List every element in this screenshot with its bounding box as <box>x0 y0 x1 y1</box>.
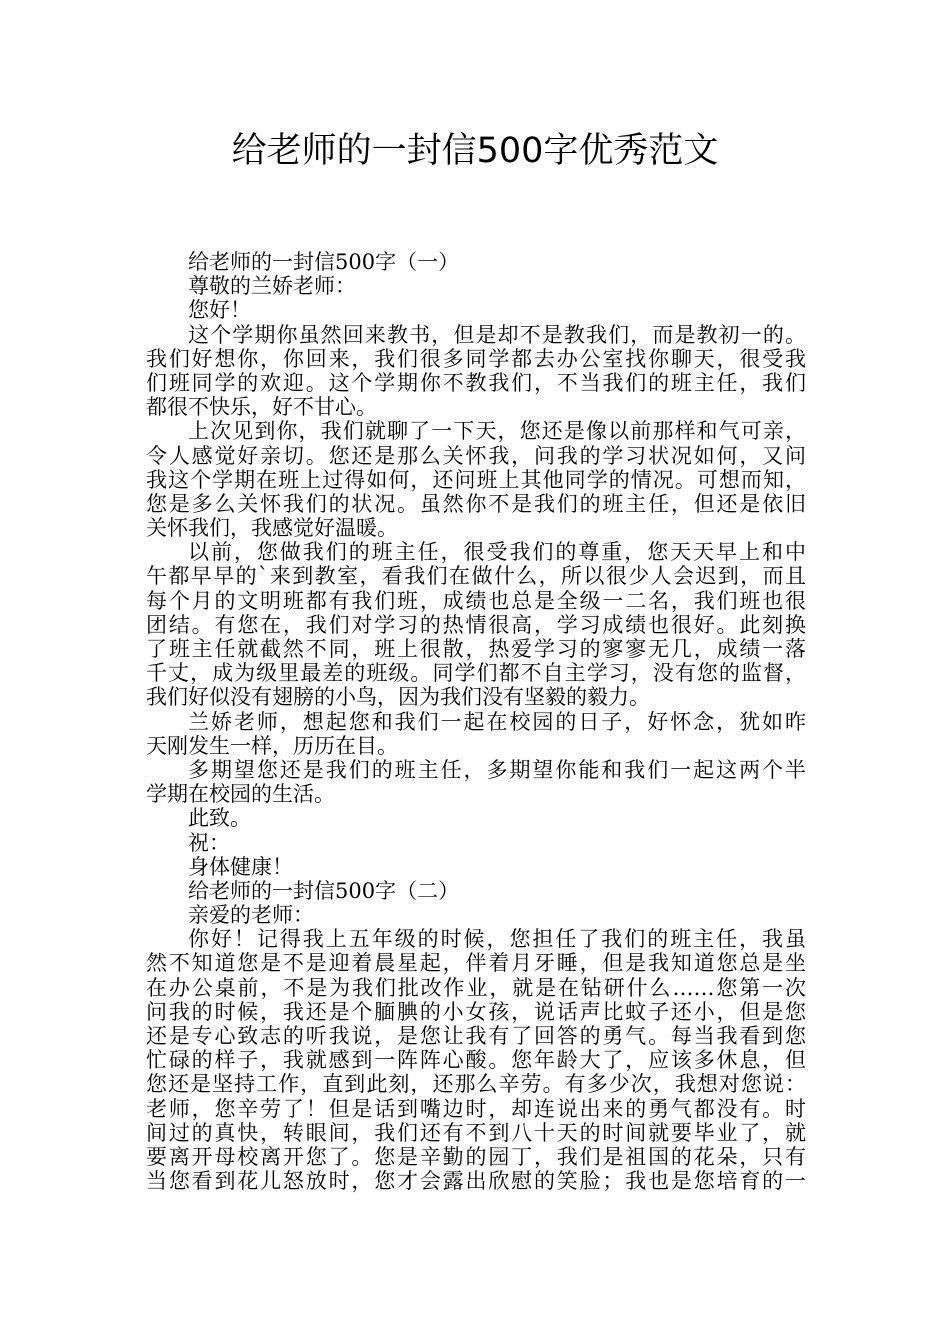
text-line: 忙碌的样子，我就感到一阵阵心酸。您年龄大了，应该多休息，但 <box>146 1048 806 1073</box>
text-line: 在办公桌前，不是为我们批改作业，就是在钻研什么……您第一次 <box>146 975 806 1000</box>
text-line: 每个月的文明班都有我们班，成绩也总是全级一二名，我们班也很 <box>146 588 806 613</box>
text-line: 亲爱的老师： <box>188 903 314 928</box>
text-line: 尊敬的兰娇老师： <box>188 274 356 299</box>
text-line: 间过的真快，转眼间，我们还有不到八十天的时间就要毕业了，就 <box>146 1120 806 1145</box>
text-line: 们班同学的欢迎。这个学期你不教我们，不当我们的班主任，我们 <box>146 370 806 395</box>
text-line: 天刚发生一样，历历在目。 <box>146 733 398 758</box>
text-line: 令人感觉好亲切。您还是那么关怀我，问我的学习状况如何，又问 <box>146 443 806 468</box>
text-line: 午都早早的`来到教室，看我们在做什么，所以很少人会迟到，而且 <box>146 564 806 589</box>
text-line: 我们好似没有翅膀的小鸟，因为我们没有坚毅的毅力。 <box>146 685 650 710</box>
text-line: 了班主任就截然不同，班上很散，热爱学习的寥寥无几，成绩一落 <box>146 637 806 661</box>
text-line: 老师，您辛劳了！但是话到嘴边时，却连说出来的勇气都没有。时 <box>146 1096 806 1121</box>
letter-body <box>146 250 806 1193</box>
text-line: 团结。有您在，我们对学习的热情很高，学习成绩也很好。此刻换 <box>146 612 806 637</box>
text-line: 我们好想你，你回来，我们很多同学都去办公室找你聊天，很受我 <box>146 346 806 371</box>
text-line: 关怀我们，我感觉好温暖。 <box>146 516 398 541</box>
text-line: 祝： <box>188 830 230 855</box>
text-line: 学期在校园的生活。 <box>146 782 335 807</box>
text-line: 当您看到花儿怒放时，您才会露出欣慰的笑脸；我也是您培育的一 <box>146 1169 806 1194</box>
text-line: 此致。 <box>188 806 251 831</box>
document-title: 给老师的一封信500字优秀范文 <box>231 131 719 171</box>
text-line: 你好！记得我上五年级的时候，您担任了我们的班主任，我虽 <box>188 927 806 952</box>
text-line: 这个学期你虽然回来教书，但是却不是教我们，而是教初一的。 <box>188 322 806 347</box>
text-line: 都很不快乐，好不甘心。 <box>146 395 377 420</box>
text-line: 要离开母校离开您了。您是辛勤的园丁，我们是祖国的花朵，只有 <box>146 1144 806 1169</box>
text-line: 问我的时候，我还是个腼腆的小女孩，说话声比蚊子还小，但是您 <box>146 999 806 1024</box>
text-line: 您还是坚持工作，直到此刻，还那么辛劳。有多少次，我想对您说： <box>146 1072 806 1097</box>
text-line: 给老师的一封信500字（二） <box>188 878 460 903</box>
text-line: 您好！ <box>188 298 251 323</box>
text-line: 千丈，成为级里最差的班级。同学们都不自主学习，没有您的监督， <box>146 661 806 686</box>
text-line: 我这个学期在班上过得如何，还问班上其他同学的情况。可想而知， <box>146 467 806 492</box>
text-line: 还是专心致志的听我说，是您让我有了回答的勇气。每当我看到您 <box>146 1024 806 1048</box>
text-line: 以前，您做我们的班主任，很受我们的尊重，您天天早上和中 <box>188 540 806 565</box>
text-line: 您是多么关怀我们的状况。虽然你不是我们的班主任，但还是依旧 <box>146 491 806 516</box>
text-line: 身体健康！ <box>188 854 293 879</box>
text-line: 然不知道您是不是迎着晨星起，伴着月牙睡，但是我知道您总是坐 <box>146 951 806 976</box>
text-line: 多期望您还是我们的班主任，多期望你能和我们一起这两个半 <box>188 757 806 782</box>
text-line: 兰娇老师，想起您和我们一起在校园的日子，好怀念，犹如昨 <box>188 709 806 734</box>
text-line: 给老师的一封信500字（一） <box>188 250 460 274</box>
text-line: 上次见到你，我们就聊了一下天，您还是像以前那样和气可亲， <box>188 419 806 444</box>
